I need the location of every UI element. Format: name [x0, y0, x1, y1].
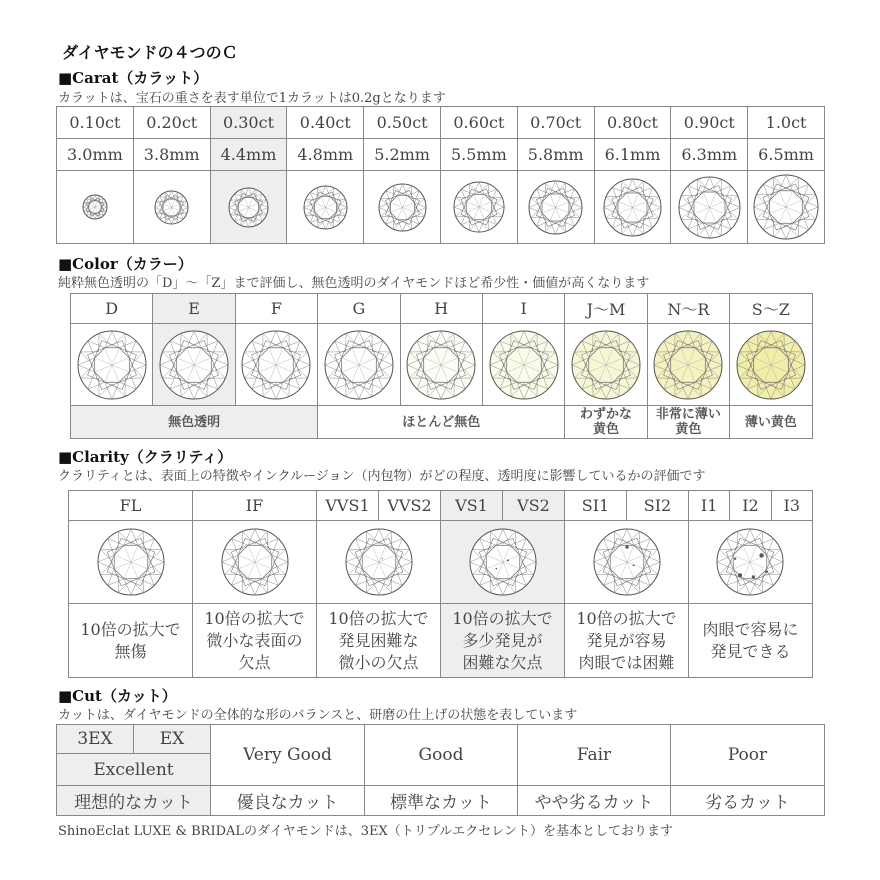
cut-title: ■Cut（カット）: [58, 687, 177, 705]
color-diamond-icon: [565, 324, 647, 406]
carat-desc: カラットは、宝石の重さを表す単位で1カラットは0.2gとなります: [58, 91, 446, 106]
carat-size: 3.0mm: [57, 139, 134, 171]
color-diamond-icon: [730, 324, 812, 406]
color-label-light: 薄い黄色: [730, 406, 812, 439]
color-grade: S～Z: [730, 294, 812, 324]
cut-grade-fair: Fair: [518, 725, 671, 786]
carat-title: ■Carat（カラット）: [58, 69, 209, 87]
cut-excellent: Excellent: [57, 754, 211, 786]
color-label-colorless: 無色透明: [71, 406, 318, 439]
clarity-grade-fl: FL: [69, 491, 193, 521]
clarity-grade-vvs1: VVS1: [317, 491, 379, 521]
clarity-desc-vvs: 10倍の拡大で 発見困難な 微小の欠点: [317, 604, 441, 678]
carat-size: 5.2mm: [364, 139, 441, 171]
carat-size: 6.5mm: [748, 139, 825, 171]
color-label-near-colorless: ほとんど無色: [318, 406, 565, 439]
carat-size: 4.4mm: [210, 139, 287, 171]
color-grade: D: [71, 294, 153, 324]
color-diamond-icon: [235, 324, 317, 406]
cut-meaning-poor: 劣るカット: [671, 786, 825, 816]
clarity-grade-i3: I3: [771, 491, 812, 521]
carat-weight: 0.60ct: [440, 107, 517, 139]
color-diamond-icon: [647, 324, 729, 406]
carat-size: 5.8mm: [517, 139, 594, 171]
carat-diamond-icon: [440, 171, 517, 244]
carat-weight: 1.0ct: [748, 107, 825, 139]
color-grade: H: [400, 294, 482, 324]
cut-3ex: 3EX: [57, 725, 134, 754]
carat-weight: 0.10ct: [57, 107, 134, 139]
cut-meaning-very-good: 優良なカット: [211, 786, 365, 816]
color-diamond-icon: [318, 324, 400, 406]
clarity-desc-si: 10倍の拡大で 発見が容易 肉眼では困難: [565, 604, 689, 678]
color-desc: 純粋無色透明の「D」～「Z」まで評価し、無色透明のダイヤモンドほど希少性・価値が高くなります: [58, 276, 650, 291]
color-grade: N～R: [647, 294, 729, 324]
clarity-grade-si1: SI1: [565, 491, 627, 521]
carat-size: 3.8mm: [133, 139, 210, 171]
color-diamond-icon: [482, 324, 564, 406]
color-label-very-light: 非常に薄い 黄色: [647, 406, 729, 439]
cut-grade-very-good: Very Good: [211, 725, 365, 786]
carat-diamond-icon: [210, 171, 287, 244]
cut-meaning-excellent: 理想的なカット: [57, 786, 211, 816]
color-grade: F: [235, 294, 317, 324]
color-label-faint: わずかな 黄色: [565, 406, 647, 439]
color-diamond-icon: [153, 324, 235, 406]
carat-weight: 0.30ct: [210, 107, 287, 139]
color-grade: J～M: [565, 294, 647, 324]
carat-size: 4.8mm: [287, 139, 364, 171]
carat-diamond-icon: [594, 171, 671, 244]
carat-diamond-icon: [287, 171, 364, 244]
cut-table: [56, 724, 825, 816]
cut-grade-good: Good: [365, 725, 518, 786]
carat-diamond-icon: [517, 171, 594, 244]
cut-meaning-good: 標準なカット: [365, 786, 518, 816]
color-grade: I: [482, 294, 564, 324]
clarity-img-vvs: [317, 521, 441, 604]
carat-diamond-icon: [364, 171, 441, 244]
clarity-grade-si2: SI2: [627, 491, 689, 521]
carat-size: 6.3mm: [671, 139, 748, 171]
cut-grade-poor: Poor: [671, 725, 825, 786]
clarity-desc-fl: 10倍の拡大で 無傷: [69, 604, 193, 678]
clarity-grade-if: IF: [193, 491, 317, 521]
carat-weight: 0.20ct: [133, 107, 210, 139]
clarity-grade-i1: I1: [689, 491, 730, 521]
clarity-img-vs: [441, 521, 565, 604]
cut-ex: EX: [134, 725, 211, 754]
carat-weight: 0.40ct: [287, 107, 364, 139]
carat-diamond-icon: [57, 171, 134, 244]
clarity-img-fl: [69, 521, 193, 604]
clarity-grade-vs2: VS2: [503, 491, 565, 521]
carat-diamond-icon: [748, 171, 825, 244]
carat-size: 5.5mm: [440, 139, 517, 171]
clarity-grade-i2: I2: [730, 491, 771, 521]
clarity-grade-vvs2: VVS2: [379, 491, 441, 521]
page-title: ダイヤモンドの４つのＣ: [62, 43, 238, 62]
clarity-table: [68, 490, 813, 678]
carat-weight: 0.90ct: [671, 107, 748, 139]
clarity-img-if: [193, 521, 317, 604]
color-title: ■Color（カラー）: [58, 255, 193, 273]
clarity-grade-vs1: VS1: [441, 491, 503, 521]
clarity-img-si: [565, 521, 689, 604]
cut-meaning-fair: やや劣るカット: [518, 786, 671, 816]
color-grade: E: [153, 294, 235, 324]
clarity-img-i: [689, 521, 813, 604]
carat-size: 6.1mm: [594, 139, 671, 171]
carat-weight: 0.50ct: [364, 107, 441, 139]
carat-diamond-icon: [671, 171, 748, 244]
clarity-desc-vs: 10倍の拡大で 多少発見が 困難な欠点: [441, 604, 565, 678]
carat-weight: 0.70ct: [517, 107, 594, 139]
carat-table: [56, 106, 825, 244]
clarity-title: ■Clarity（クラリティ）: [58, 448, 233, 466]
carat-diamond-icon: [133, 171, 210, 244]
color-diamond-icon: [400, 324, 482, 406]
color-diamond-icon: [71, 324, 153, 406]
color-grade: G: [318, 294, 400, 324]
carat-weight: 0.80ct: [594, 107, 671, 139]
clarity-desc: クラリティとは、表面上の特徴やインクルージョン（内包物）がどの程度、透明度に影響しているかの評価です: [58, 469, 706, 484]
clarity-desc-if: 10倍の拡大で 微小な表面の 欠点: [193, 604, 317, 678]
color-table: [70, 293, 813, 439]
clarity-desc-i: 肉眼で容易に 発見できる: [689, 604, 813, 678]
cut-desc: カットは、ダイヤモンドの全体的な形のバランスと、研磨の仕上げの状態を表しています: [58, 708, 578, 723]
footer-note: ShinoEclat LUXE & BRIDALのダイヤモンドは、3EX（トリプルエクセレント）を基本としております: [58, 824, 673, 839]
